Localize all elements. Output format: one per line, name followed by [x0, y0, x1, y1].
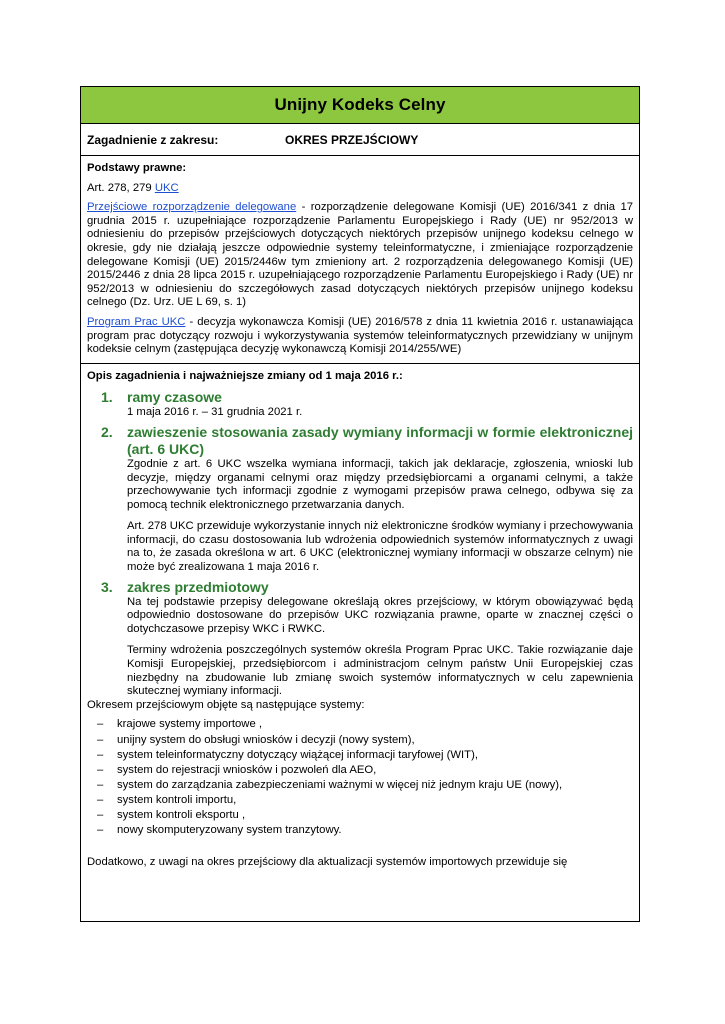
- item-2-heading: [87, 424, 633, 458]
- title-bar: [81, 87, 639, 124]
- list-item: – nowy skomputeryzowany system tranzytowy.: [87, 824, 633, 838]
- legal-basis-section: [81, 156, 639, 364]
- item-1-title: ramy czasowe: [127, 389, 222, 406]
- item-3-title: zakres przedmiotowy: [127, 578, 269, 595]
- delegated-regulation-link[interactable]: Przejściowe rozporządzenie delegowane: [87, 201, 297, 214]
- item-1-number: 1.: [101, 389, 113, 406]
- closing-paragraph: Dodatkowo, z uwagi na okres przejściowy dla aktualizacji systemów importowych przewiduje się: [87, 855, 568, 868]
- list-item: – krajowe systemy importowe ,: [87, 718, 633, 732]
- item-3-number: 3.: [101, 578, 113, 595]
- legal-basis-heading: Podstawy prawne:: [87, 162, 187, 174]
- item-2-body: [87, 458, 633, 575]
- delegated-regulation-text: - rozporządzenie delegowane Komisji (UE) 2016/341 z dnia 17 grudnia 2015 r. uzupełniające rozporządzenie Parlamentu Europejskiego i Rady (UE) nr 952/2013 w odniesieniu do przepisów przejściowych dotyczących niektórych przepisów unijnego kodeksu celnego w okresie, gdy nie działają jeszcze odpowiednie systemy teleinformatyczne, i zmieniające rozporządzenie delegowane Komisji (UE) 2015/2446w tym zmieniony art. 2 rozporządzenia delegowanego Komisji (UE) 2015/2446 z dnia 28 lipca 2015 r. uzupełniającego rozporządzenie Parlamentu Europejskiego i Rady (UE) nr 952/2013 w odniesieniu do szczegółowych zasad dotyczących niektórych przepisów unijnego kodeksu celnego (Dz. Urz. UE L 69, s. 1): [87, 201, 634, 309]
- item-3-paragraph: Na tej podstawie przepisy delegowane określają okres przejściowy, w którym obowiązywać będą odpowiednio dostosowane do przepisów UKC rozwiązania prawne, oparte w znacznej części o dotychczasowe przepisy WKC i RWKC.: [127, 595, 633, 635]
- topic-label: Zagadnienie z zakresu:: [87, 132, 219, 147]
- delegated-regulation-paragraph: [87, 201, 633, 310]
- item-3-heading: [87, 579, 633, 596]
- description-section: [81, 364, 639, 876]
- item-2-title: zawieszenie stosowania zasady wymiany informacji w formie elektronicznej (art. 6 UKC): [127, 423, 633, 457]
- systems-list: [87, 718, 633, 837]
- list-item: – system do zarządzania zabezpieczeniami ważnymi w więcej niż jednym kraju UE (nowy),: [87, 779, 633, 793]
- item-2-paragraph: Art. 278 UKC przewiduje wykorzystanie innych niż elektroniczne środków wymiany i przechowywania informacji, do czasu dostosowania lub wdrożenia odpowiednich systemów informatycznych z uwagi na to, że zasada określona w art. 6 UKC (elektronicznej wymiany informacji w obszarze celnym) nie może być zrealizowana 1 maja 2016 r.: [127, 520, 633, 574]
- topic-value: OKRES PRZEJŚCIOWY: [285, 132, 419, 147]
- list-item: – system kontroli eksportu ,: [87, 809, 633, 823]
- description-heading: Opis zagadnienia i najważniejsze zmiany od 1 maja 2016 r.:: [87, 369, 403, 382]
- list-item: – system do rejestracji wniosków i pozwoleń dla AEO,: [87, 764, 633, 778]
- page-title: Unijny Kodeks Celny: [274, 95, 446, 114]
- topic-row: [81, 124, 639, 156]
- list-item: – system kontroli importu,: [87, 794, 633, 808]
- systems-intro: Okresem przejściowym objęte są następujące systemy:: [87, 698, 365, 711]
- work-programme-paragraph: [87, 316, 633, 357]
- item-3-paragraph: Terminy wdrożenia poszczególnych systemów określa Program Pprac UKC. Takie rozwiązanie daje Komisji Europejskiej, przedsiębiorcom i administracjom celnym państw Unii Europejskiej czas niezbędny na zbudowanie lub zmianę swoich systemów informatycznych w celu zapewnienia skutecznej wymiany informacji.: [127, 644, 633, 698]
- work-programme-text: - decyzja wykonawcza Komisji (UE) 2016/578 z dnia 11 kwietnia 2016 r. ustanawiająca program prac dotyczący rozwoju i wykorzystywania systemów teleinformatycznych przewidziany w unijnym kodeksie celnym (zastępująca decyzję wykonawczą Komisji 2014/255/WE): [87, 315, 633, 356]
- document-table: [80, 86, 640, 922]
- article-text: Art. 278, 279: [87, 181, 152, 194]
- item-3-body: [87, 596, 633, 699]
- item-2-number: 2.: [101, 423, 113, 440]
- item-1-heading: [87, 389, 633, 406]
- item-2-paragraph: Zgodnie z art. 6 UKC wszelka wymiana informacji, takich jak deklaracje, zgłoszenia, wnioski lub decyzje, między organami celnymi oraz między przedsiębiorcami a organami celnymi, a także przechowywanie tych informacji zgodnie z wymogami przepisów prawa celnego, odbywa się za pomocą technik elektronicznego przetwarzania danych.: [127, 457, 633, 511]
- item-1-body: [87, 406, 633, 420]
- work-programme-link[interactable]: Program Prac UKC: [87, 315, 186, 328]
- item-1-paragraph: 1 maja 2016 r. – 31 grudnia 2021 r.: [127, 406, 303, 419]
- list-item: – unijny system do obsługi wniosków i decyzji (nowy system),: [87, 734, 633, 748]
- article-line: [87, 182, 633, 196]
- ukc-link[interactable]: UKC: [154, 181, 179, 194]
- list-item: – system teleinformatyczny dotyczący wiążącej informacji taryfowej (WIT),: [87, 749, 633, 763]
